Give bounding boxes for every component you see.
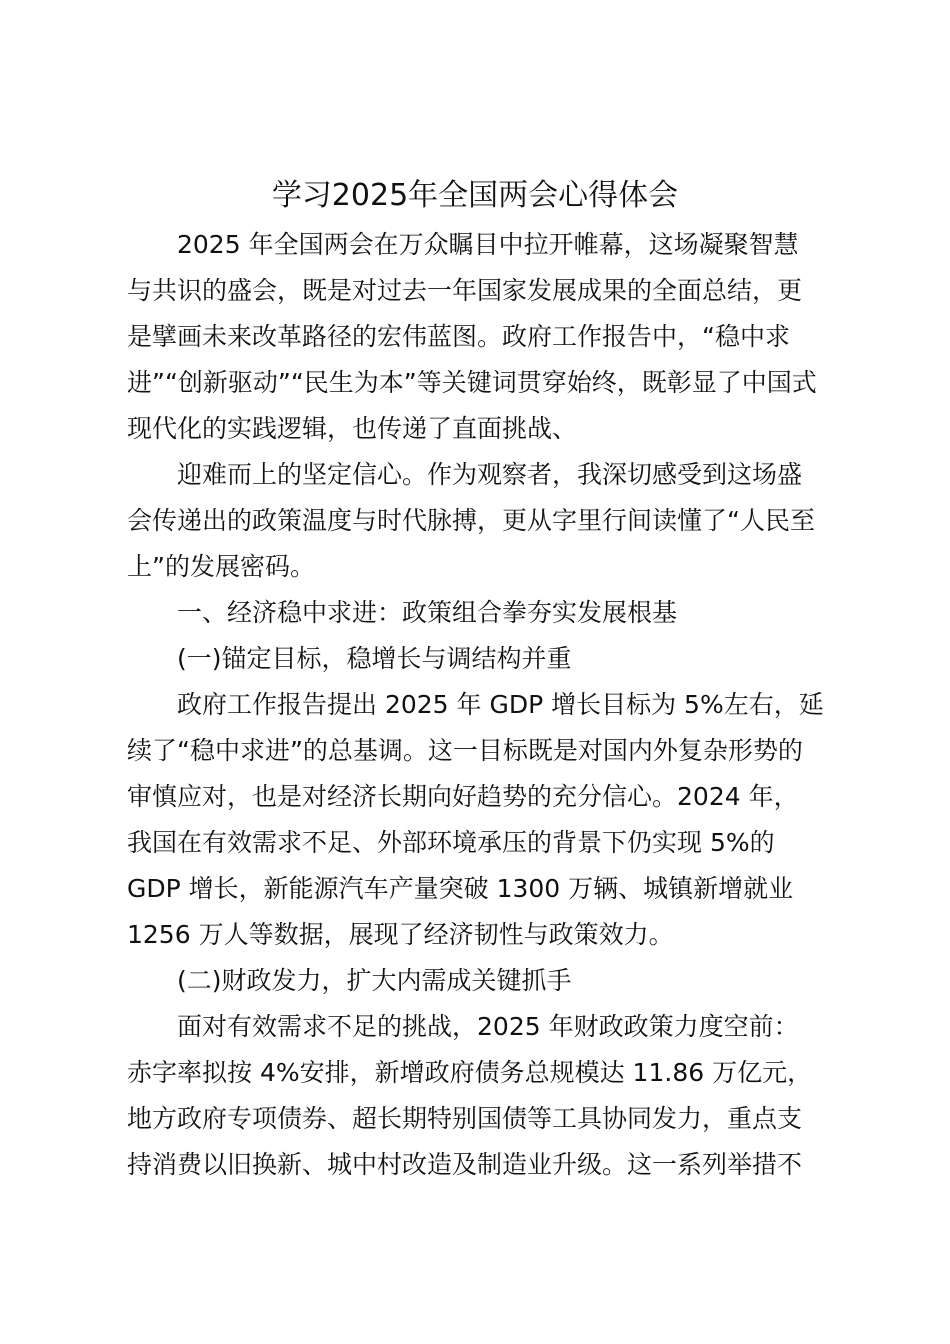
subsection-heading: (二)财政发力，扩大内需成关键抓手 xyxy=(177,966,572,995)
text-line: 是擘画未来改革路径的宏伟蓝图。政府工作报告中，“稳中求 xyxy=(127,322,790,351)
text-line: 面对有效需求不足的挑战，2025 年财政政策力度空前： xyxy=(177,1012,799,1041)
text-line: 迎难而上的坚定信心。作为观察者，我深切感受到这场盛 xyxy=(177,460,803,489)
text-line: 会传递出的政策温度与时代脉搏，更从字里行间读懂了“人民至 xyxy=(127,506,815,535)
text-line: 我国在有效需求不足、外部环境承压的背景下仍实现 5%的 xyxy=(127,828,775,857)
text-line: 审慎应对，也是对经济长期向好趋势的充分信心。2024 年， xyxy=(127,782,799,811)
text-line: 地方政府专项债券、超长期特别国债等工具协同发力，重点支 xyxy=(127,1104,803,1133)
text-line: 1256 万人等数据，展现了经济韧性与政策效力。 xyxy=(127,920,674,949)
subsection-heading: (一)锚定目标，稳增长与调结构并重 xyxy=(177,644,572,673)
text-line: 持消费以旧换新、城中村改造及制造业升级。这一系列举措不 xyxy=(127,1150,803,1179)
text-line: 现代化的实践逻辑，也传递了直面挑战、 xyxy=(127,414,578,443)
text-line: GDP 增长，新能源汽车产量突破 1300 万辆、城镇新增就业 xyxy=(127,874,794,903)
text-line: 进”“创新驱动”“民生为本”等关键词贯穿始终，既彰显了中国式 xyxy=(127,368,817,397)
section-heading: 一、经济稳中求进：政策组合拳夯实发展根基 xyxy=(177,598,678,627)
text-line: 赤字率拟按 4%安排，新增政府债务总规模达 11.86 万亿元， xyxy=(127,1058,813,1087)
text-line: 与共识的盛会，既是对过去一年国家发展成果的全面总结，更 xyxy=(127,276,803,305)
text-line: 续了“稳中求进”的总基调。这一目标既是对国内外复杂形势的 xyxy=(127,736,803,765)
document-title: 学习2025年全国两会心得体会 xyxy=(271,178,679,213)
text-line: 2025 年全国两会在万众瞩目中拉开帷幕，这场凝聚智慧 xyxy=(177,230,799,259)
text-line: 政府工作报告提出 2025 年 GDP 增长目标为 5%左右，延 xyxy=(177,690,824,719)
text-line: 上”的发展密码。 xyxy=(127,552,315,581)
